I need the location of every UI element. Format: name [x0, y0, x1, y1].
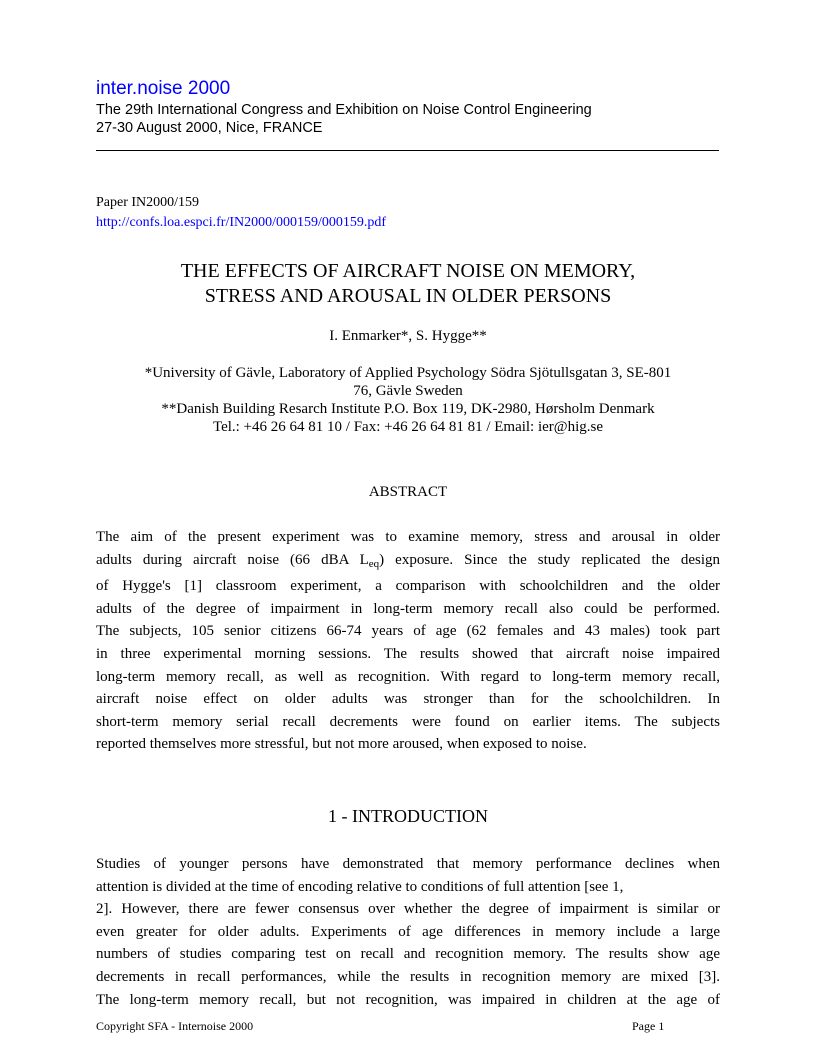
affiliation-line: *University of Gävle, Laboratory of Applied Psychology Södra Sjötullsgatan 3, SE-801 — [144, 365, 672, 381]
intro-line: Studies of younger persons have demonstrated that memory performance declines when — [96, 856, 720, 872]
introduction-body — [96, 853, 720, 1011]
intro-line: 2]. However, there are fewer consensus over whether the degree of impairment is similar or — [96, 901, 720, 918]
intro-line: decrements in recall performances, while the results in recognition memory are mixed [3]. — [96, 968, 720, 985]
abstract-line: of Hygge's [1] classroom experiment, a comparison with schoolchildren and the older — [96, 578, 720, 595]
conference-name: inter.noise 2000 — [96, 78, 231, 99]
abstract-line: The aim of the present experiment was to examine memory, stress and arousal in older — [96, 529, 720, 545]
intro-line: attention is divided at the time of encoding relative to conditions of full attention [see 1, — [96, 878, 624, 895]
abstract-line: long-term memory recall, as well as recognition. With regard to long-term memory recall, — [96, 668, 720, 685]
abstract-body — [96, 526, 720, 756]
conference-date-location: 27-30 August 2000, Nice, FRANCE — [96, 120, 323, 136]
abstract-line: short-term memory serial recall decrements were found on earlier items. The subjects — [96, 713, 720, 730]
paper-title-line: THE EFFECTS OF AIRCRAFT NOISE ON MEMORY, — [180, 260, 636, 282]
intro-line: even greater for older adults. Experiments of age differences in memory include a large — [96, 923, 720, 940]
paper-title — [96, 259, 720, 309]
abstract-line: The subjects, 105 senior citizens 66-74 years of age (62 females and 43 males) took part — [96, 623, 720, 640]
abstract-line: adults during aircraft noise (66 dBA $L_{eq}$) exposure. Since the study replicated the design — [96, 551, 720, 570]
paper-id: Paper IN2000/159 — [96, 195, 200, 210]
abstract-line: adults of the degree of impairment in long-term memory recall also could be performed. — [96, 600, 720, 617]
footer-copyright: Copyright SFA - Internoise 2000 — [96, 1019, 254, 1033]
intro-line: The long-term memory recall, but not recognition, was impaired in children at the age of — [96, 991, 720, 1008]
intro-line: numbers of studies comparing test on recall and recognition memory. The results show age — [96, 946, 720, 963]
affiliation-line: 76, Gävle Sweden — [353, 383, 463, 399]
abstract-line: in three experimental morning sessions. The results showed that aircraft noise impaired — [96, 645, 720, 662]
affiliation-line: **Danish Building Resarch Institute P.O. Box 119, DK-2980, Hørsholm Denmark — [161, 401, 655, 417]
abstract-heading: ABSTRACT — [368, 484, 448, 500]
footer-page-number: Page 1 — [632, 1019, 665, 1033]
affiliation-line: Tel.: +46 26 64 81 10 / Fax: +46 26 64 81 81 / Email: ier@hig.se — [212, 419, 604, 435]
introduction-heading: 1 - INTRODUCTION — [328, 806, 488, 826]
affiliations — [96, 364, 720, 436]
subscript-eq: eq — [368, 557, 380, 570]
paper-authors: I. Enmarker*, S. Hygge** — [329, 328, 487, 344]
paper-url-link[interactable]: http://confs.loa.espci.fr/IN2000/000159/000159.pdf — [96, 215, 387, 230]
paper-title-line: STRESS AND AROUSAL IN OLDER PERSONS — [204, 285, 612, 307]
conference-subtitle: The 29th International Congress and Exhibition on Noise Control Engineering — [96, 102, 592, 118]
abstract-line: reported themselves more stressful, but not more aroused, when exposed to noise. — [96, 736, 587, 753]
abstract-line: aircraft noise effect on older adults was stronger than for the schoolchildren. In — [96, 691, 720, 708]
header-divider — [96, 150, 719, 151]
